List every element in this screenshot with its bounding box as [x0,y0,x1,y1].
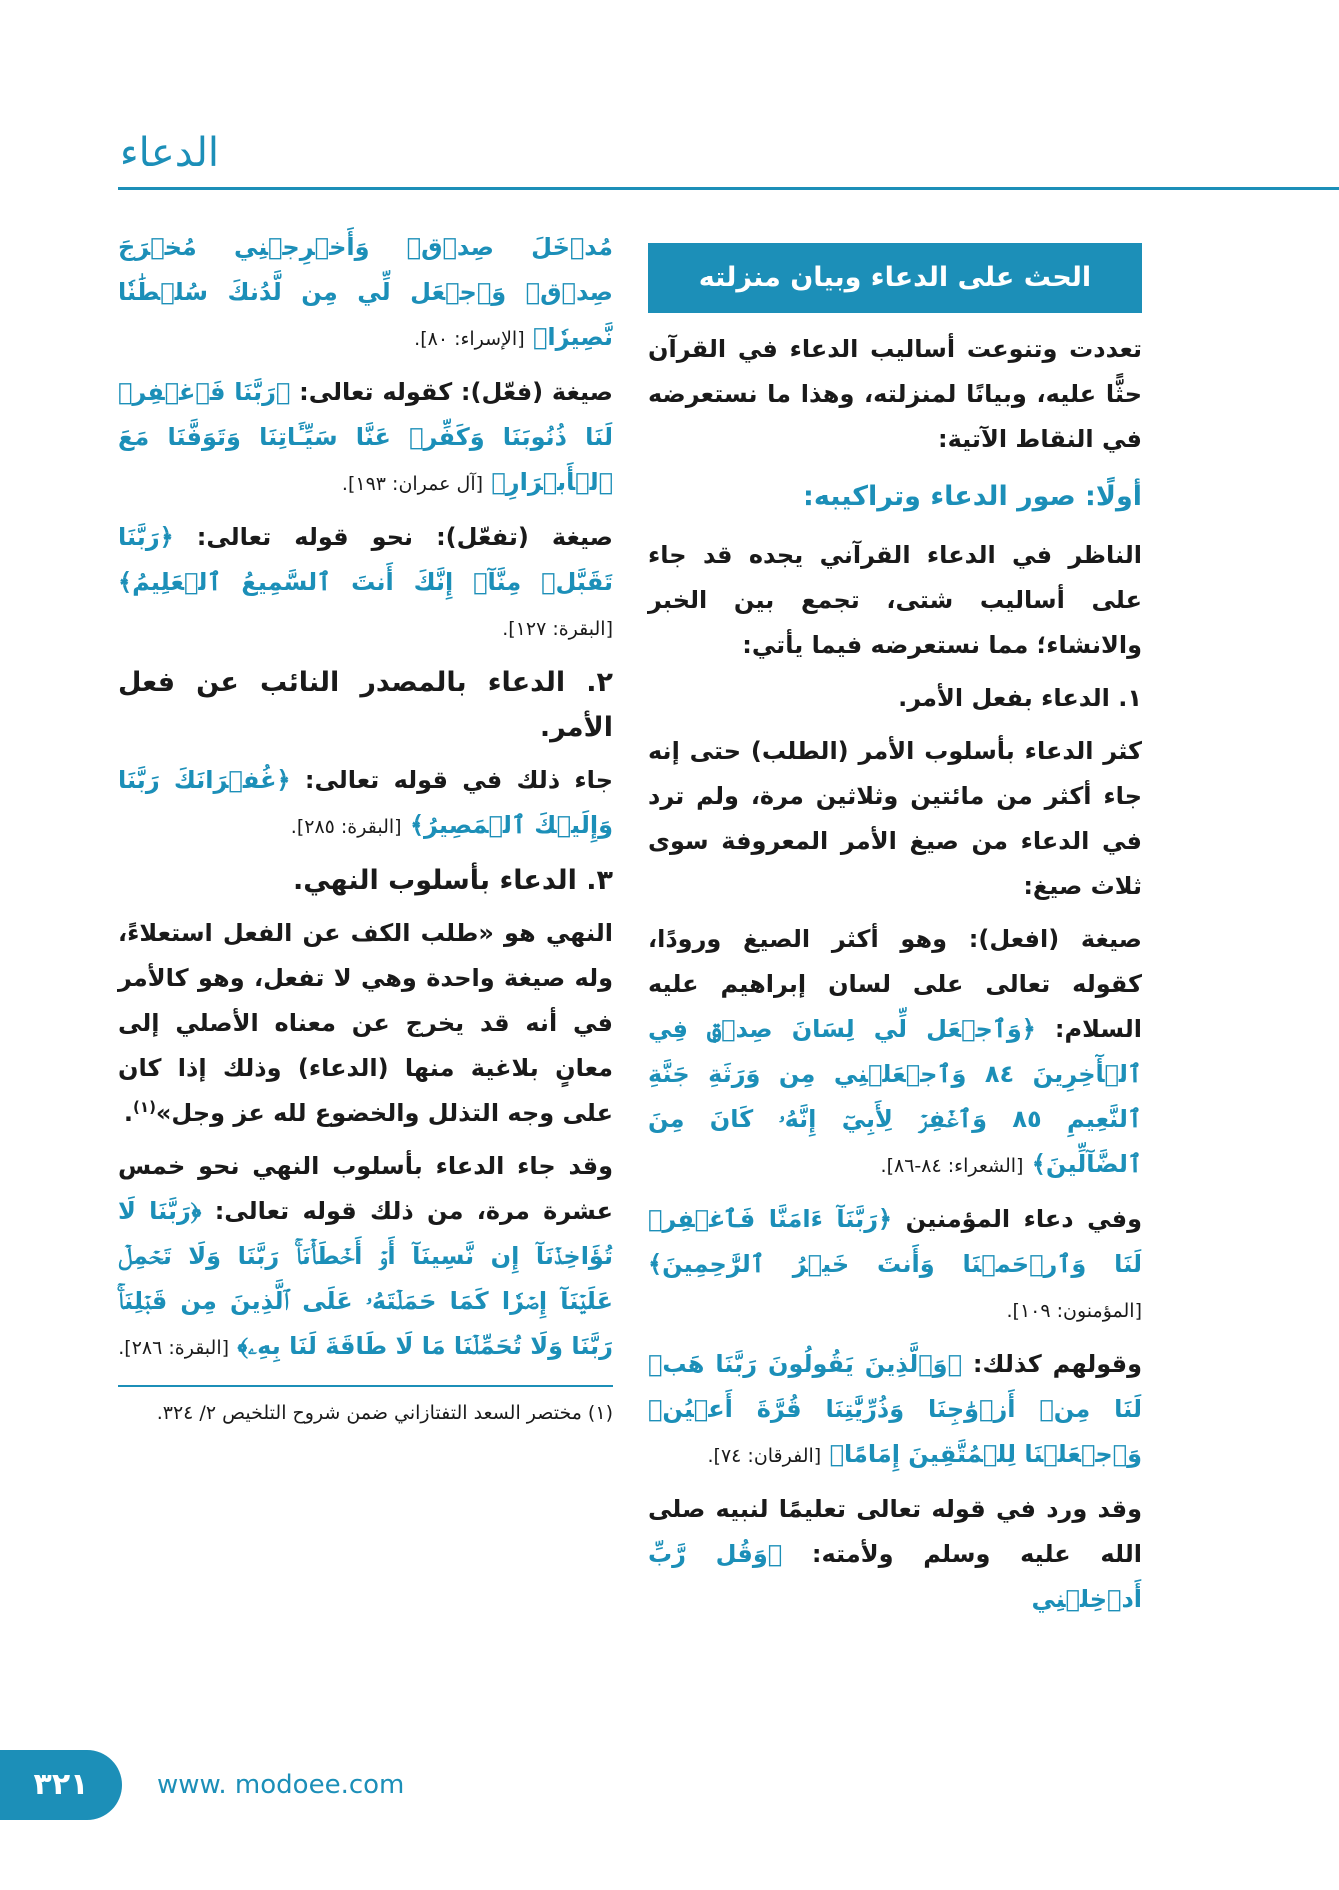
page-title: الدعاء [119,130,219,176]
paragraph-text: جاء ذلك في قوله تعالى: [304,766,613,794]
page-header [118,130,1339,190]
paragraph-with-verse [118,515,613,652]
paragraph-text: النهي هو «طلب الكف عن الفعل استعلاءً، وله صيغة واحدة وهي لا تفعل، وهو كالأمر في أنه قد يخرج عن معناه الأصلي إلى معانٍ بلاغية منها (الدعاء) وذلك إذا كان على وجه التذلل والخضوع لله عز وجل» [118,919,613,1127]
footnote-divider [118,1385,613,1387]
list-item-3: ٣. الدعاء بأسلوب النهي. [292,865,613,896]
footnote-marker[interactable]: (١) [133,1098,156,1116]
paragraph-with-verse [648,1487,1142,1622]
paragraph-text: وقولهم كذلك: [972,1350,1142,1378]
paragraph-end: . [123,1099,134,1127]
right-column [648,225,1142,1630]
quran-verse: ﴿وَٱلَّذِينَ يَقُولُونَ رَبَّنَا هَبۡ لَنَا مِنۡ أَزۡوَٰجِنَا وَذُرِّيَّٰتِنَا قُرَّةَ أَعۡيُنٖ وَٱجۡعَلۡنَا لِلۡمُتَّقِينَ إِمَامًا﴾ [648,1350,1142,1468]
paragraph-text: صيغة (فعّل): كقوله تعالى: [299,378,613,406]
left-column [118,225,613,1429]
subheading: أولًا: صور الدعاء وتراكيبه: [803,481,1142,512]
verse-reference: [الشعراء: ٨٤-٨٦]. [880,1155,1024,1177]
paragraph-with-verse [648,917,1142,1189]
paragraph-text: وقد جاء الدعاء بأسلوب النهي نحو خمس عشرة مرة، من ذلك قوله تعالى: [118,1152,613,1225]
quran-verse: ﴿رَبَّنَآ ءَامَنَّا فَٱغۡفِرۡ لَنَا وَٱرۡحَمۡنَا وَأَنتَ خَيۡرُ ٱلرَّٰحِمِينَ﴾ [648,1205,1142,1278]
verse-reference: [الفرقان: ٧٤]. [707,1445,822,1467]
footnote: (١) مختصر السعد التفتازاني ضمن شروح التلخيص ٢/ ٣٢٤. [156,1402,613,1424]
quran-verse: ﴿رَبَّنَا تَقَبَّلۡ مِنَّآۖ إِنَّكَ أَنتَ ٱلسَّمِيعُ ٱلۡعَلِيمُ﴾ [118,523,613,596]
page-footer [0,1750,1339,1820]
quran-verse: ﴿وَقُل رَّبِّ أَدۡخِلۡنِي [648,1540,1142,1613]
paragraph-text: وقد ورد في قوله تعالى تعليمًا لنبيه صلى الله عليه وسلم ولأمته: [648,1495,1142,1568]
intro-paragraph: تعددت وتنوعت أساليب الدعاء في القرآن حثًّا عليه، وبيانًا لمنزلته، وهذا ما نستعرضه في النقاط الآتية: [648,335,1142,453]
quran-verse: ﴿رَبَّنَا فَٱغۡفِرۡ لَنَا ذُنُوبَنَا وَكَفِّرۡ عَنَّا سَيِّـَٔاتِنَا وَتَوَفَّنَا مَعَ ٱلۡأَبۡرَارِ﴾ [118,378,613,496]
verse-reference: [المؤمنون: ١٠٩]. [1006,1300,1142,1322]
quran-verse: ﴿غُفۡرَانَكَ رَبَّنَا وَإِلَيۡكَ ٱلۡمَصِيرُ﴾ [118,766,613,839]
section-title: الحث على الدعاء وبيان منزلته [648,243,1142,313]
paragraph-with-verse [118,1144,613,1371]
paragraph-with-verse [118,225,613,362]
quran-verse: مُدۡخَلَ صِدۡقٖ وَأَخۡرِجۡنِي مُخۡرَجَ صِدۡقٖ وَٱجۡعَل لِّي مِن لَّدُنكَ سُلۡطَٰنٗا نَّصِيرٗا﴾ [118,233,613,351]
verse-reference: [آل عمران: ١٩٣]. [341,473,484,495]
paragraph-text: وفي دعاء المؤمنين [905,1205,1142,1233]
paragraph-with-verse [648,1342,1142,1479]
quran-verse: ﴿وَٱجۡعَل لِّي لِسَانَ صِدۡقٖ فِي ٱلۡأٓخِرِينَ ٨٤ وَٱجۡعَلۡنِي مِن وَرَثَةِ جَنَّةِ ٱلنَّعِيمِ ٨٥ وَٱغۡفِرۡ لِأَبِيٓ إِنَّهُۥ كَانَ مِنَ ٱلضَّآلِّينَ﴾ [648,1015,1142,1178]
paragraph-with-verse [648,1197,1142,1334]
page-number: ٣٢١ [0,1750,122,1820]
verse-reference: [البقرة: ٢٨٦]. [118,1337,230,1359]
paragraph-with-verse [118,758,613,850]
quran-verse: ﴿رَبَّنَا لَا تُؤَاخِذۡنَآ إِن نَّسِينَآ أَوۡ أَخۡطَأۡنَاۚ رَبَّنَا وَلَا تَحۡمِلۡ عَلَيۡنَآ إِصۡرٗا كَمَا حَمَلۡتَهُۥ عَلَى ٱلَّذِينَ مِن قَبۡلِنَاۚ رَبَّنَا وَلَا تُحَمِّلۡنَا مَا لَا طَاقَةَ لَنَا بِهِۦ﴾ [118,1197,613,1360]
list-item-1: ١. الدعاء بفعل الأمر. [898,684,1142,712]
paragraph: الناظر في الدعاء القرآني يجده قد جاء على أساليب شتى، تجمع بين الخبر والانشاء؛ مما نستعرضه فيما يأتي: [648,541,1142,659]
verse-reference: [الإسراء: ٨٠]. [414,328,525,350]
paragraph-with-verse [118,370,613,507]
header-rule [118,187,1339,190]
paragraph-text: صيغة (تفعّل): نحو قوله تعالى: [196,523,613,551]
verse-reference: [البقرة: ١٢٧]. [502,618,613,640]
verse-reference: [البقرة: ٢٨٥]. [290,816,402,838]
website-link[interactable]: www. modoee.com [157,1770,405,1800]
paragraph-text: صيغة (افعل): وهو أكثر الصيغ ورودًا، كقوله تعالى على لسان إبراهيم عليه السلام: [648,925,1142,1043]
list-item-2: ٢. الدعاء بالمصدر النائب عن فعل الأمر. [118,667,613,743]
paragraph [118,911,613,1136]
paragraph: كثر الدعاء بأسلوب الأمر (الطلب) حتى إنه جاء أكثر من مائتين وثلاثين مرة، ولم ترد في الدعاء من صيغ الأمر المعروفة سوى ثلاث صيغ: [648,737,1142,900]
